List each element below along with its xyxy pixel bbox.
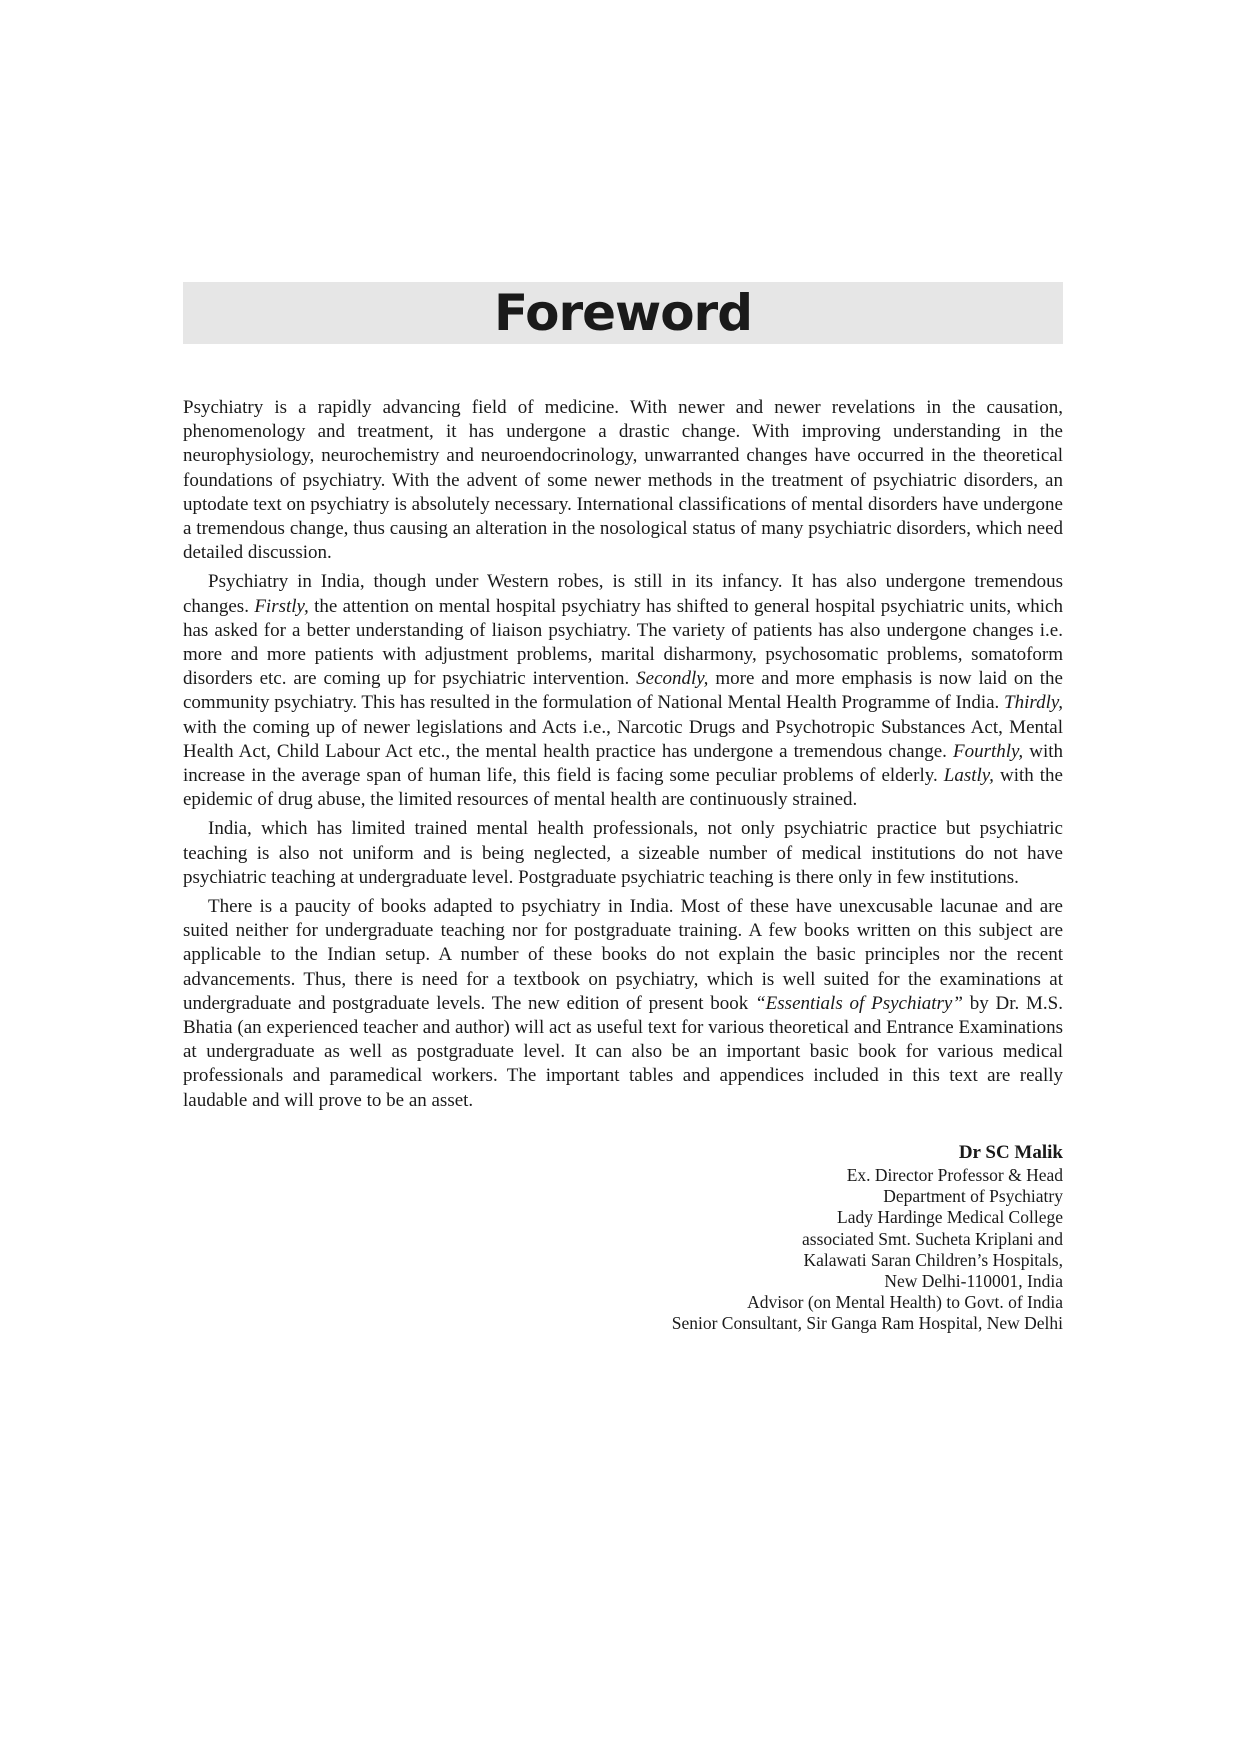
text-run: the attention on mental hospital psychiatry has shifted to general hospital psychiatric units, which has asked for a better understanding of liaison psychiatry. The variety of patients has also undergone changes i.e. more and more patients with adjustment problems, marital disharmony, psychosomatic problems, somatoform disorders etc. are coming up for psychiatric intervention. bbox=[183, 595, 1063, 690]
text-run: with increase in the average span of human life, this field is facing some peculiar problems of elderly. bbox=[183, 740, 1064, 787]
italic-run: Secondly, bbox=[636, 668, 709, 690]
paragraph-3 bbox=[183, 817, 1063, 890]
paragraph-1 bbox=[183, 396, 1063, 565]
author-title-line: Ex. Director Professor & Head bbox=[846, 1164, 1063, 1185]
text-run: There is a paucity of books adapted to psychiatry in India. Most of these have unexcusable lacunae and are suited neither for undergraduate teaching nor for postgraduate training. A few books written on this subject are applicable to the Indian setup. A number of these books do not explain the basic principles nor the recent advancements. Thus, there is need for a textbook on psychiatry, which is well suited for the examinations at undergraduate and postgraduate levels. The new edition of present book bbox=[183, 896, 1063, 1014]
italic-run: Firstly, bbox=[254, 595, 309, 617]
paragraph-4 bbox=[183, 895, 1063, 1113]
text-run: India, which has limited trained mental health professionals, not only psychiatric practice but psychiatric teaching is also not uniform and is being neglected, a sizeable number of medical institutions do not have psychiatric teaching at undergraduate level. Postgraduate psychiatric teaching is there only in few institutions. bbox=[183, 818, 1063, 888]
text-run: Psychiatry is a rapidly advancing field of medicine. With newer and newer revelations in the causation, phenomenology and treatment, it has undergone a drastic change. With improving understanding in the neurophysiology, neurochemistry and neuroendocrinology, unwarranted changes have occurred in the theoretical foundations of psychiatry. With the advent of some newer methods in the treatment of psychiatric disorders, an uptodate text on psychiatry is absolutely necessary. International classifications of mental disorders have undergone a tremendous change, thus causing an alteration in the nosological status of many psychiatric disorders, which need detailed discussion. bbox=[183, 397, 1063, 564]
italic-run: Fourthly, bbox=[952, 740, 1024, 762]
italic-run: “Essentials of Psychiatry” bbox=[755, 992, 963, 1014]
author-name: Dr SC Malik bbox=[958, 1141, 1063, 1163]
italic-run: Lastly, bbox=[943, 765, 994, 787]
author-city-line: New Delhi-110001, India bbox=[884, 1270, 1063, 1291]
paragraph-2 bbox=[183, 570, 1063, 812]
author-advisor-line: Advisor (on Mental Health) to Govt. of India bbox=[747, 1292, 1063, 1313]
text-run: with the coming up of newer legislations and Acts i.e., Narcotic Drugs and Psychotropic Substances Act, Mental Health Act, Child Labour Act etc., the mental health practice has undergone a tremendous change. bbox=[183, 716, 1063, 762]
text-run: by Dr. M.S. Bhatia (an experienced teacher and author) will act as useful text for various theoretical and Entrance Examinations at undergraduate as well as postgraduate level. It can also be an important basic book for various medical professionals and paramedical workers. The important tables and appendices included in this text are really laudable and will prove to be an asset. bbox=[183, 992, 1063, 1111]
italic-run: Thirdly, bbox=[1004, 692, 1063, 714]
foreword-body bbox=[183, 396, 1063, 1113]
author-affiliation-line: associated Smt. Sucheta Kriplani and bbox=[802, 1228, 1063, 1249]
text-run: with the epidemic of drug abuse, the limited resources of mental health are continuously strained. bbox=[183, 765, 1063, 811]
foreword-page bbox=[183, 282, 1063, 1335]
author-college-line: Lady Hardinge Medical College bbox=[837, 1207, 1063, 1228]
signature-block bbox=[183, 1141, 1063, 1335]
text-run: more and more emphasis is now laid on the community psychiatry. This has resulted in the formulation of National Mental Health Programme of India. bbox=[183, 668, 1063, 714]
author-department-line: Department of Psychiatry bbox=[883, 1186, 1063, 1207]
page-title: Foreword bbox=[493, 284, 753, 342]
author-hospitals-line: Kalawati Saran Children’s Hospitals, bbox=[803, 1249, 1063, 1270]
author-consultant-line: Senior Consultant, Sir Ganga Ram Hospital, New Delhi bbox=[671, 1313, 1063, 1334]
title-banner bbox=[183, 282, 1063, 344]
text-run: Psychiatry in India, though under Western robes, is still in its infancy. It has also undergone tremendous changes. bbox=[183, 571, 1063, 617]
